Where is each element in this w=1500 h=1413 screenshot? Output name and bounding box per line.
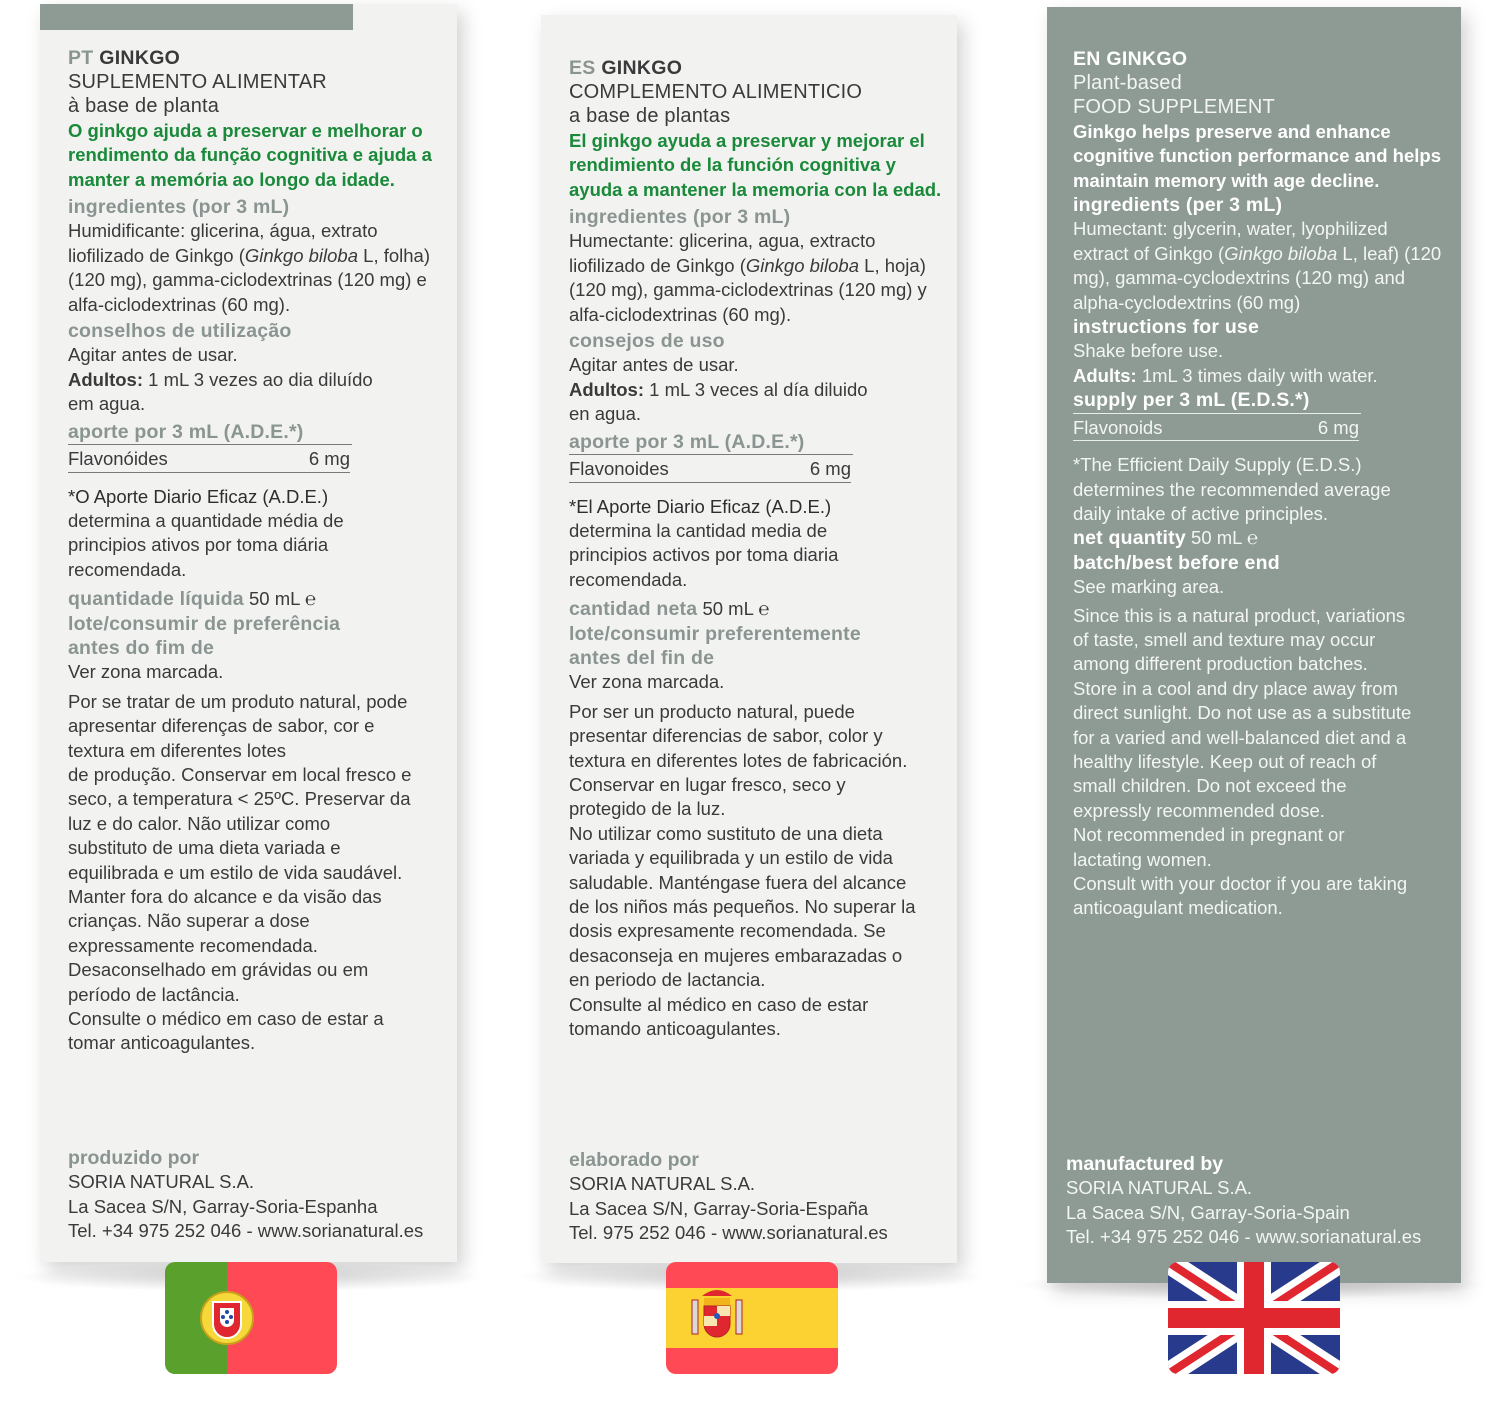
label-panel-es <box>541 15 957 1263</box>
manufacturer-heading: manufactured by <box>1066 1153 1224 1175</box>
usage-text: Agitar antes de usar. <box>569 354 739 376</box>
usage-adults: Adults: 1mL 3 times daily with water. <box>1073 364 1378 386</box>
usage-adults: Adultos: 1 mL 3 veces al día diluido en agua. <box>569 378 868 425</box>
language-code: PT <box>68 47 94 69</box>
health-claim: Ginkgo helps preserve and enhance cognitive function performance and helps maintain memory with age decline. <box>1073 120 1441 191</box>
batch-text: Ver zona marcada. <box>569 671 725 693</box>
flavonoids-value: 6 mg <box>809 458 851 480</box>
batch-text: See marking area. <box>1073 576 1225 598</box>
product-title <box>68 46 443 70</box>
manufacturer-block <box>1066 1152 1447 1250</box>
manufacturer-block <box>68 1146 443 1244</box>
manufacturer-contact: Tel. +34 975 252 046 - www.sorianatural.es <box>68 1220 424 1242</box>
ingredients-text: Humectante: glicerina, agua, extracto liofilizado de Ginkgo (Ginkgo biloba L, hoja) (120 mg), gamma-ciclodextrinas (120 mg) y alfa-ciclodextrinas (60 mg). <box>569 230 927 325</box>
ingredients-heading: ingredientes (por 3 mL) <box>68 196 290 219</box>
product-name: GINKGO <box>1106 48 1188 70</box>
ade-note: *El Aporte Diario Eficaz (A.D.E.) determina la cantidad media de principios activos por toma diaria recomendada. <box>569 495 839 590</box>
label-content <box>569 56 943 1041</box>
product-title <box>1073 47 1447 71</box>
product-basis: a base de plantas <box>569 105 731 128</box>
manufacturer-company: SORIA NATURAL S.A. <box>569 1173 756 1195</box>
warnings-text: Por se tratar de um produto natural, pode apresentar diferenças de sabor, cor e textura em diferentes lotes de produção. Conservar em local fresco e seco, a temperatura < 25ºC. Preservar da luz e do calor. Não utilizar como substituto de uma dieta variada e equilibrada e um estilo de vida saudável. Manter fora do alcance e da visão das crianças. Não superar a dose expressamente recomendada. Desaconselhado em grávidas ou em período de lactância. Consulte o médico em caso de estar a tomar anticoagulantes. <box>68 690 412 1054</box>
batch-heading: lote/consumir de preferência antes do fim de <box>68 612 341 659</box>
label-panel-en <box>1047 7 1461 1283</box>
manufacturer-block <box>569 1148 943 1246</box>
header-bar <box>40 4 353 30</box>
supply-heading: supply per 3 mL (E.D.S.*) <box>1073 388 1361 413</box>
batch-heading: batch/best before end <box>1073 551 1280 574</box>
usage-heading: consejos de uso <box>569 330 725 353</box>
health-claim: El ginkgo ayuda a preservar y mejorar el rendimiento de la función cognitiva y ayuda a mantener la memoria con la edad. <box>569 129 942 200</box>
supply-heading: aporte por 3 mL (A.D.E.*) <box>569 430 853 455</box>
product-basis: à base de planta <box>68 95 220 118</box>
manufacturer-heading: elaborado por <box>569 1149 700 1171</box>
flavonoids-label: Flavonoids <box>1073 416 1163 438</box>
manufacturer-company: SORIA NATURAL S.A. <box>1066 1177 1253 1199</box>
eds-note: *The Efficient Daily Supply (E.D.S.) determines the recommended average daily intake of active principles. <box>1073 454 1391 524</box>
label-content <box>1073 47 1447 921</box>
product-type: SUPLEMENTO ALIMENTAR <box>68 71 327 93</box>
label-panel-pt <box>40 4 457 1262</box>
warnings-text: Por ser un producto natural, puede presentar diferencias de sabor, color y textura en diferentes lotes de fabricación. Conservar en lugar fresco, seco y protegido de la luz. No utilizar como sustituto de una dieta variada y equilibrada y un estilo de vida saludable. Manténgase fuera del alcance de los niños más pequeños. No superar la dosis expresamente recomendada. Se desaconseja en mujeres embarazadas o en periodo de lactancia. Consulte al médico en caso de estar tomando anticoagulantes. <box>569 700 916 1040</box>
usage-heading: conselhos de utilização <box>68 320 292 343</box>
flavonoids-row <box>569 455 851 482</box>
net-quantity: net quantity 50 mL ℮ <box>1073 527 1259 550</box>
language-code: EN <box>1073 48 1101 70</box>
manufacturer-address: La Sacea S/N, Garray-Soria-España <box>569 1197 869 1219</box>
product-name: GINKGO <box>601 57 683 79</box>
ingredients-text: Humectant: glycerin, water, lyophilized extract of Ginkgo (Ginkgo biloba L, leaf) (120 mg), gamma-cyclodextrins (120 mg) and alpha-cyclodextrins (60 mg) <box>1073 218 1442 313</box>
manufacturer-address: La Sacea S/N, Garray-Soria-Spain <box>1066 1201 1350 1223</box>
product-basis: Plant-based <box>1073 72 1182 94</box>
flag-uk-icon <box>1168 1262 1340 1374</box>
usage-text: Agitar antes de usar. <box>68 344 238 366</box>
warnings-text: Since this is a natural product, variations of taste, smell and texture may occur among different production batches. Store in a cool and dry place away from direct sunlight. Do not use as a substitute for a varied and well-balanced diet and a healthy lifestyle. Keep out of reach of small children. Do not exceed the expressly recommended dose. Not recommended in pregnant or lactating women. Consult with your doctor if you are taking anticoagulant medication. <box>1073 604 1412 919</box>
manufacturer-contact: Tel. 975 252 046 - www.sorianatural.es <box>569 1222 888 1244</box>
flavonoids-label: Flavonóides <box>68 448 168 470</box>
supply-heading: aporte por 3 mL (A.D.E.*) <box>68 420 352 445</box>
flavonoids-label: Flavonoides <box>569 458 669 480</box>
ingredients-text: Humidificante: glicerina, água, extrato liofilizado de Ginkgo (Ginkgo biloba L, folha) (120 mg), gamma-ciclodextrinas (120 mg) e alfa-ciclodextrinas (60 mg). <box>68 220 431 315</box>
manufacturer-company: SORIA NATURAL S.A. <box>68 1171 255 1193</box>
net-quantity: quantidade líquida 50 mL ℮ <box>68 588 316 611</box>
ingredients-heading: ingredients (per 3 mL) <box>1073 194 1283 217</box>
product-type: COMPLEMENTO ALIMENTICIO <box>569 81 863 103</box>
label-content <box>68 46 443 1056</box>
flag-portugal-icon <box>165 1262 337 1374</box>
product-type: FOOD SUPPLEMENT <box>1073 96 1275 119</box>
batch-heading: lote/consumir preferentemente antes del fin de <box>569 622 861 669</box>
usage-adults: Adultos: 1 mL 3 vezes ao dia diluído em agua. <box>68 368 373 415</box>
batch-text: Ver zona marcada. <box>68 661 224 683</box>
product-name: GINKGO <box>99 47 181 69</box>
net-quantity: cantidad neta 50 mL ℮ <box>569 598 770 621</box>
manufacturer-contact: Tel. +34 975 252 046 - www.sorianatural.es <box>1066 1226 1422 1248</box>
usage-text: Shake before use. <box>1073 340 1224 362</box>
flag-spain-icon <box>666 1262 838 1374</box>
flavonoids-value: 6 mg <box>308 448 350 470</box>
health-claim: O ginkgo ajuda a preservar e melhorar o rendimento da função cognitiva e ajuda a manter a memória ao longo da idade. <box>68 119 432 190</box>
language-code: ES <box>569 57 596 79</box>
flavonoids-value: 6 mg <box>1317 416 1359 438</box>
product-title <box>569 56 943 80</box>
manufacturer-heading: produzido por <box>68 1147 200 1169</box>
manufacturer-address: La Sacea S/N, Garray-Soria-Espanha <box>68 1195 378 1217</box>
usage-heading: instructions for use <box>1073 316 1260 339</box>
flavonoids-row <box>68 445 350 472</box>
ade-note: *O Aporte Diario Eficaz (A.D.E.) determina a quantidade média de principios ativos por toma diária recomendada. <box>68 485 344 580</box>
ingredients-heading: ingredientes (por 3 mL) <box>569 206 791 229</box>
flavonoids-row <box>1073 414 1359 441</box>
